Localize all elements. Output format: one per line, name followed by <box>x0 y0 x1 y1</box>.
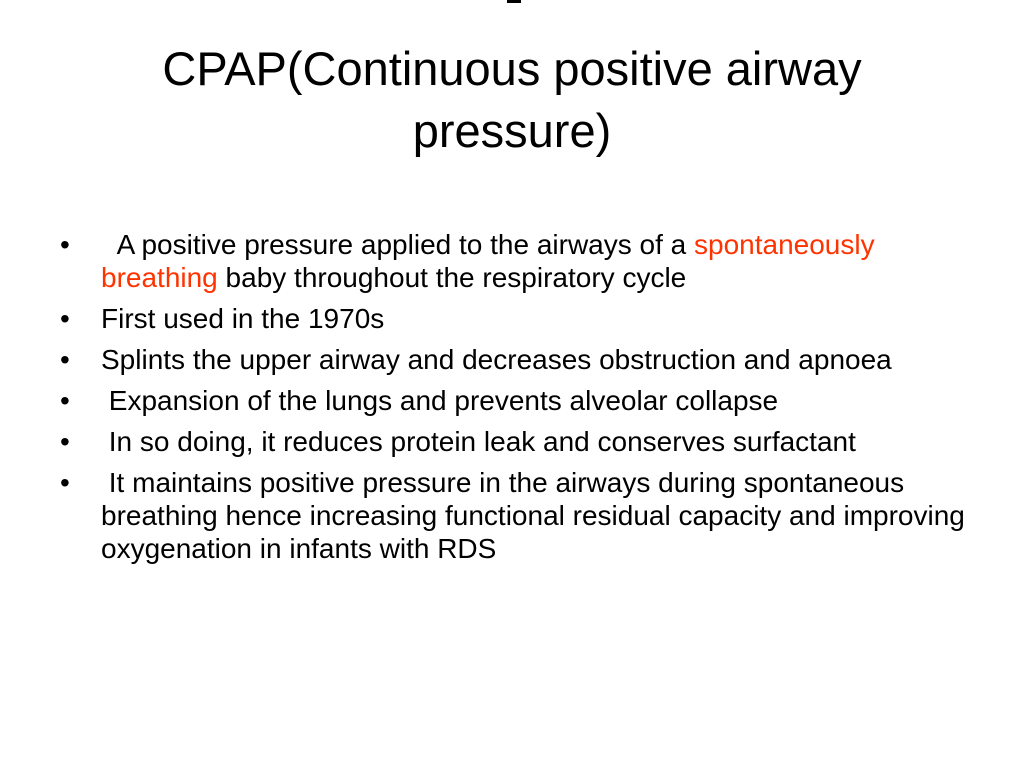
bullet-text: Expansion of the lungs and prevents alveolar collapse <box>101 385 779 416</box>
bullet-text: It maintains positive pressure in the airways during spontaneous breathing hence increasing functional residual capacity and improving oxygenation in infants with RDS <box>101 467 973 564</box>
bullet-item <box>60 343 970 376</box>
bullet-text: Splints the upper airway and decreases obstruction and apnoea <box>101 344 892 375</box>
highlighted-text: spontaneously breathing <box>101 229 875 293</box>
bullet-item <box>60 302 970 335</box>
bullet-icon: • <box>60 385 70 416</box>
bullet-item <box>60 466 973 565</box>
bullet-list <box>60 228 973 573</box>
bullet-item <box>60 228 970 294</box>
bullet-text: First used in the 1970s <box>101 303 385 334</box>
bullet-text: In so doing, it reduces protein leak and conserves surfactant <box>101 426 856 457</box>
bullet-text: A positive pressure applied to the airways of a <box>101 229 694 260</box>
bullet-item <box>60 384 970 417</box>
slide-title: CPAP(Continuous positive airway pressure) <box>162 42 862 157</box>
bullet-icon: • <box>60 303 70 334</box>
bullet-icon: • <box>60 229 70 260</box>
bullet-icon: • <box>60 344 70 375</box>
bullet-icon: • <box>60 467 70 498</box>
bullet-text: baby throughout the respiratory cycle <box>217 262 687 293</box>
bullet-icon: • <box>60 426 70 457</box>
decorative-mark <box>507 0 521 3</box>
bullet-item <box>60 425 970 458</box>
